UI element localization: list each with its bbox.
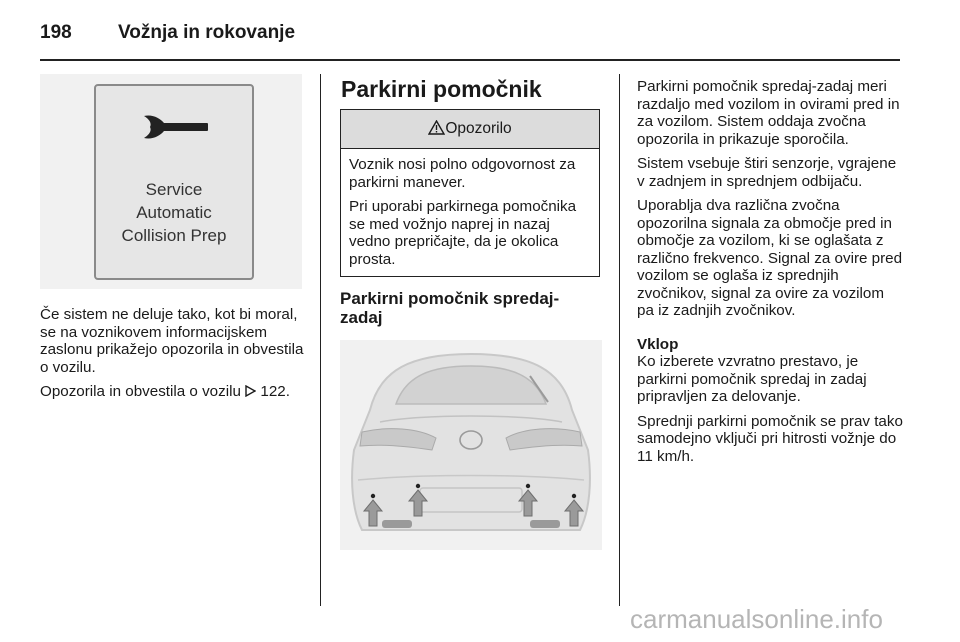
- display-line-automatic: Automatic: [136, 203, 212, 222]
- car-rear-illustration: [340, 340, 602, 550]
- display-line-collision-prep: Collision Prep: [121, 226, 227, 245]
- warning-label: Opozorilo: [445, 120, 512, 137]
- section-title-vklop: Vklop: [637, 335, 679, 353]
- right-paragraph-4: Ko izberete vzvratno prestavo, je parkirni pomočnik spredaj in zadaj pripravljen za delovanje.: [637, 353, 867, 405]
- right-paragraph-5: Sprednji parkirni pomočnik se prav tako samodejno vključi pri hitrosti vožnje do 11 km/h.: [637, 412, 903, 465]
- left-paragraph-1: Če sistem ne deluje tako, kot bi moral, se na voznikovem informacijskem zaslonu prikažejo opozorila in obvestila o vozilu.: [40, 306, 304, 376]
- column-divider-left: [320, 74, 321, 606]
- subsection-heading: Parkirni pomočnik spredaj-zadaj: [340, 289, 560, 327]
- display-message: [96, 178, 252, 247]
- watermark: carmanualsonline.info: [630, 604, 883, 634]
- right-paragraph-1: Parkirni pomočnik spredaj-zadaj meri razdaljo med vozilom in ovirami pred in za vozilom. Sistem oddaja zvočna opozorila in prikazuje sporočila.: [637, 78, 900, 148]
- display-line-service: Service: [145, 180, 203, 199]
- right-paragraph-3: Uporablja dva različna zvočna opozorilna signala za območje pred in območje za vozilom, ki se oglašata z različno frekvenco. Signal za ovire pred vozilom se oglaša iz sprednjih zvočnikov, signal za ovire za vozilom pa iz zadnjih zvočnikov.: [637, 197, 903, 319]
- warning-box: [340, 109, 600, 277]
- column-divider-right: [619, 74, 620, 606]
- right-paragraph-2: Sistem vsebuje štiri senzorje, vgrajene v zadnjem in sprednjem odbijaču.: [637, 155, 897, 190]
- warning-paragraph-1: Voznik nosi polno odgovornost za parkirni manever.: [349, 156, 576, 191]
- left-paragraph-2: [40, 383, 308, 401]
- page-number: 198: [40, 22, 72, 43]
- ref-page-number: 122.: [260, 383, 290, 400]
- triangle-ref-icon: [245, 385, 256, 397]
- section-heading: Parkirni pomočnik: [341, 76, 542, 102]
- wrench-icon: [140, 110, 210, 144]
- right-column-text: [637, 78, 903, 472]
- header-rule: [40, 59, 900, 61]
- display-figure: [40, 74, 302, 289]
- info-display: [94, 84, 254, 280]
- warning-header: [341, 110, 599, 149]
- warning-body: [341, 149, 599, 268]
- left-paragraph-2-text: Opozorila in obvestila o vozilu: [40, 383, 241, 400]
- warning-paragraph-2: Pri uporabi parkirnega pomočnika se med vožnjo naprej in nazaj vedno prepričajte, da je okolica prosta.: [349, 198, 577, 268]
- warning-triangle-icon: [428, 120, 445, 135]
- page-title: Vožnja in rokovanje: [118, 22, 296, 43]
- car-rear-figure: [340, 340, 602, 550]
- left-column-text: [40, 306, 308, 408]
